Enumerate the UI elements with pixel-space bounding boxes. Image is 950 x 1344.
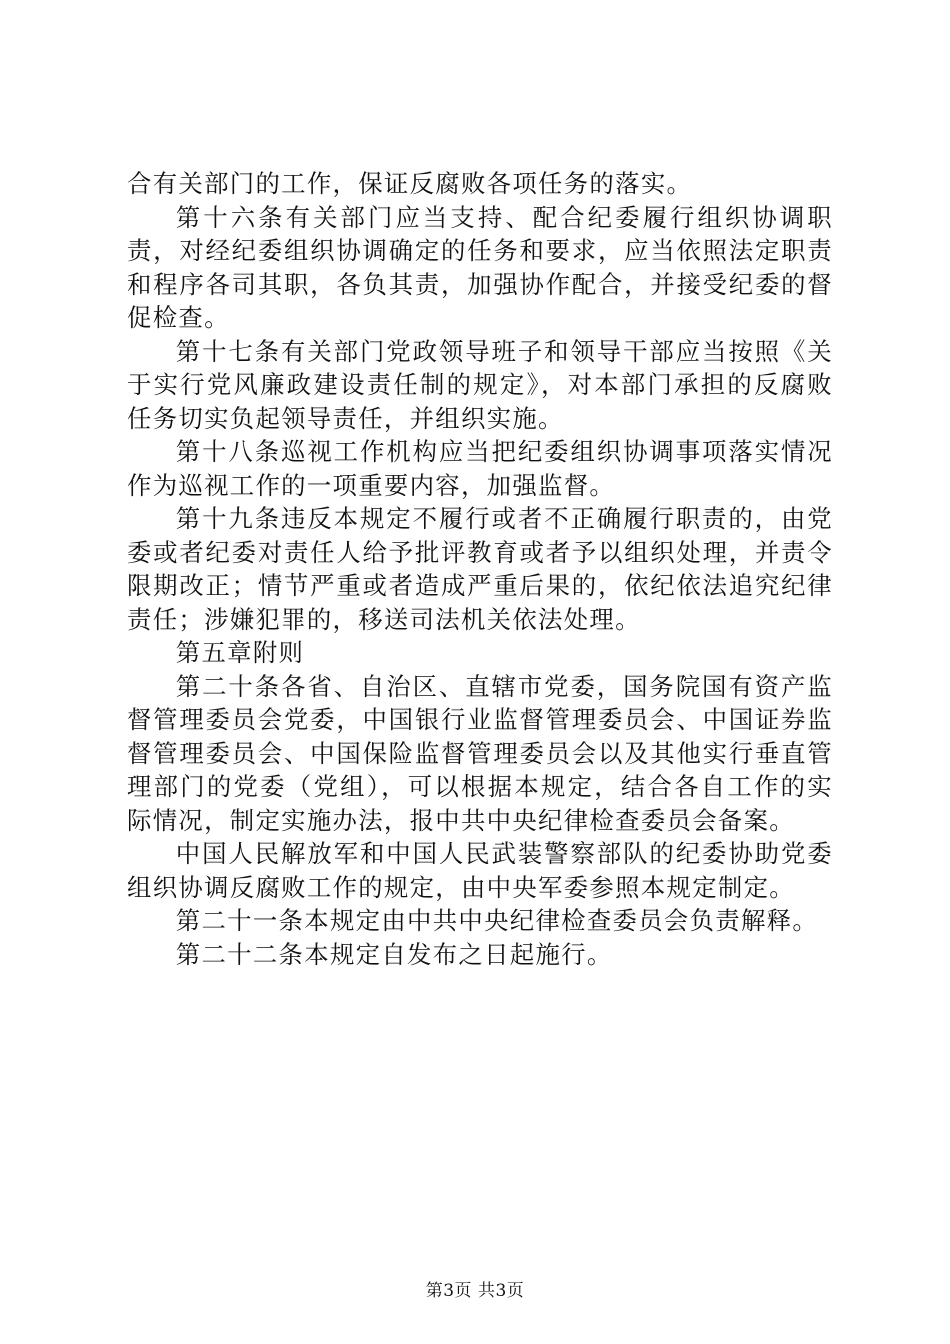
paragraph-article-21: 第二十一条本规定由中共中央纪律检查委员会负责解释。 [175,906,819,935]
paragraph-article-18: 第十八条巡视工作机构应当把纪委组织协调事项落实情况作为巡视工作的一项重要内容，加强监督。 [127,437,833,500]
paragraph-article-17: 第十七条有关部门党政领导班子和领导干部应当按照《关于实行党风廉政建设责任制的规定》，对本部门承担的反腐败任务切实负起领导责任，并组织实施。 [127,336,833,433]
paragraph-article-22: 第二十二条本规定自发布之日起施行。 [175,939,613,969]
paragraph-article-20: 第二十条各省、自治区、直辖市党委，国务院国有资产监督管理委员会党委，中国银行业监督管理委员会、中国证券监督管理委员会、中国保险监督管理委员会以及其他实行垂直管理部门的党委（党组），可以根据本规定，结合各自工作的实际情况，制定实施办法，报中共中央纪律检查委员会备案。 [127,671,833,835]
page-number-footer: 第3页 共3页 [425,1281,525,1301]
paragraph-military-rule: 中国人民解放军和中国人民武装警察部队的纪委协助党委组织协调反腐败工作的规定，由中央军委参照本规定制定。 [127,839,833,902]
paragraph-article-16: 第十六条有关部门应当支持、配合纪委履行组织协调职责，对经纪委组织协调确定的任务和要求，应当依照法定职责和程序各司其职，各负其责，加强协作配合，并接受纪委的督促检查。 [127,202,833,332]
chapter-heading: 第五章附则 [175,638,305,667]
document-body [127,167,833,971]
paragraph-continuation: 合有关部门的工作，保证反腐败各项任务的落实。 [127,169,693,198]
paragraph-article-19: 第十九条违反本规定不履行或者不正确履行职责的，由党委或者纪委对责任人给予批评教育或者予以组织处理，并责令限期改正；情节严重或者造成严重后果的，依纪依法追究纪律责任；涉嫌犯罪的，移送司法机关依法处理。 [127,504,833,634]
